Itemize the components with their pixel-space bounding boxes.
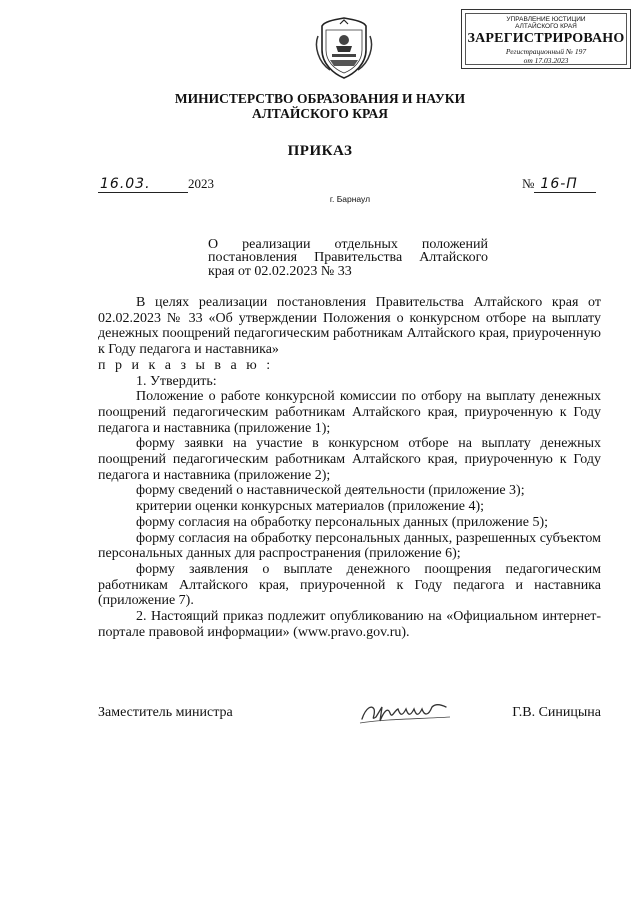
registration-stamp	[461, 9, 631, 69]
stamp-reg-prefix: Регистрационный № 197	[505, 47, 587, 56]
sub-item-1: Положение о работе конкурсной комиссии по отбору на выплату денежных поощрений педагогическим работникам Алтайского края, приуроченную к Году педагога и наставника (приложение 1);	[98, 389, 601, 436]
sub-item-6: форму согласия на обработку персональных данных, разрешенных субъектом персональных данных для распространения (приложение 6);	[98, 530, 601, 562]
date-handwritten: 16.03.	[98, 176, 188, 193]
city-label: г. Барнаул	[329, 194, 371, 204]
ministry-line2: АЛТАЙСКОГО КРАЯ	[251, 106, 389, 121]
doc-type-title: ПРИКАЗ	[287, 143, 353, 159]
signatory-position: Заместитель министра	[98, 705, 233, 720]
subject-line2: постановления Правительства Алтайского	[208, 250, 488, 266]
coat-of-arms-emblem	[314, 16, 374, 80]
signature-row	[98, 705, 601, 727]
ministry-heading	[0, 91, 640, 121]
order-date	[98, 176, 214, 193]
number-prefix: №	[522, 176, 535, 191]
preamble-paragraph: В целях реализации постановления Правительства Алтайского края от 02.02.2023 № 33 «Об утверждении Положения о конкурсном отборе на выплату денежных поощрений педагогическим работникам Алтайского края, приуроченную к Году педагога и наставника»	[98, 295, 601, 358]
stamp-status: ЗАРЕГИСТРИРОВАНО	[467, 31, 625, 46]
subject-line1: О реализации отдельных положений	[208, 237, 488, 252]
ministry-line1: МИНИСТЕРСТВО ОБРАЗОВАНИЯ И НАУКИ	[174, 91, 466, 106]
order-subject	[208, 238, 488, 278]
sub-item-7: форму заявления о выплате денежного поощрения педагогическим работникам Алтайского края, приуроченной к Году педагога и наставника (приложение 7).	[98, 561, 601, 609]
subject-line3: края от 02.02.2023 № 33	[208, 263, 352, 279]
date-year: 2023	[188, 176, 214, 191]
stamp-reg-number	[466, 47, 626, 65]
stamp-org-line1: УПРАВЛЕНИЕ ЮСТИЦИИ	[506, 16, 586, 23]
item-2: 2. Настоящий приказ подлежит опубликованию на «Официальном интернет-портале правовой информации» (www.pravo.gov.ru).	[98, 609, 601, 640]
order-word: п р и к а з ы в а ю :	[98, 357, 274, 373]
handwritten-signature	[356, 697, 456, 729]
sub-item-4: критерии оценки конкурсных материалов (приложение 4);	[136, 499, 485, 515]
order-body	[98, 295, 601, 640]
sub-item-5: форму согласия на обработку персональных данных (приложение 5);	[136, 514, 548, 530]
sub-item-2: форму заявки на участие в конкурсном отборе на выплату денежных поощрений педагогическим работникам Алтайского края, приуроченную к Году педагога и наставника (приложение 2);	[98, 436, 601, 483]
stamp-org-line2: АЛТАЙСКОГО КРАЯ	[515, 23, 577, 30]
item-1: 1. Утвердить:	[136, 373, 217, 389]
number-handwritten: 16-П	[534, 176, 596, 193]
sub-item-3: форму сведений о наставнической деятельности (приложение 3);	[136, 483, 525, 499]
stamp-reg-date: от 17.03.2023	[523, 56, 569, 65]
order-number	[522, 176, 596, 193]
signatory-name: Г.В. Синицына	[512, 705, 601, 720]
